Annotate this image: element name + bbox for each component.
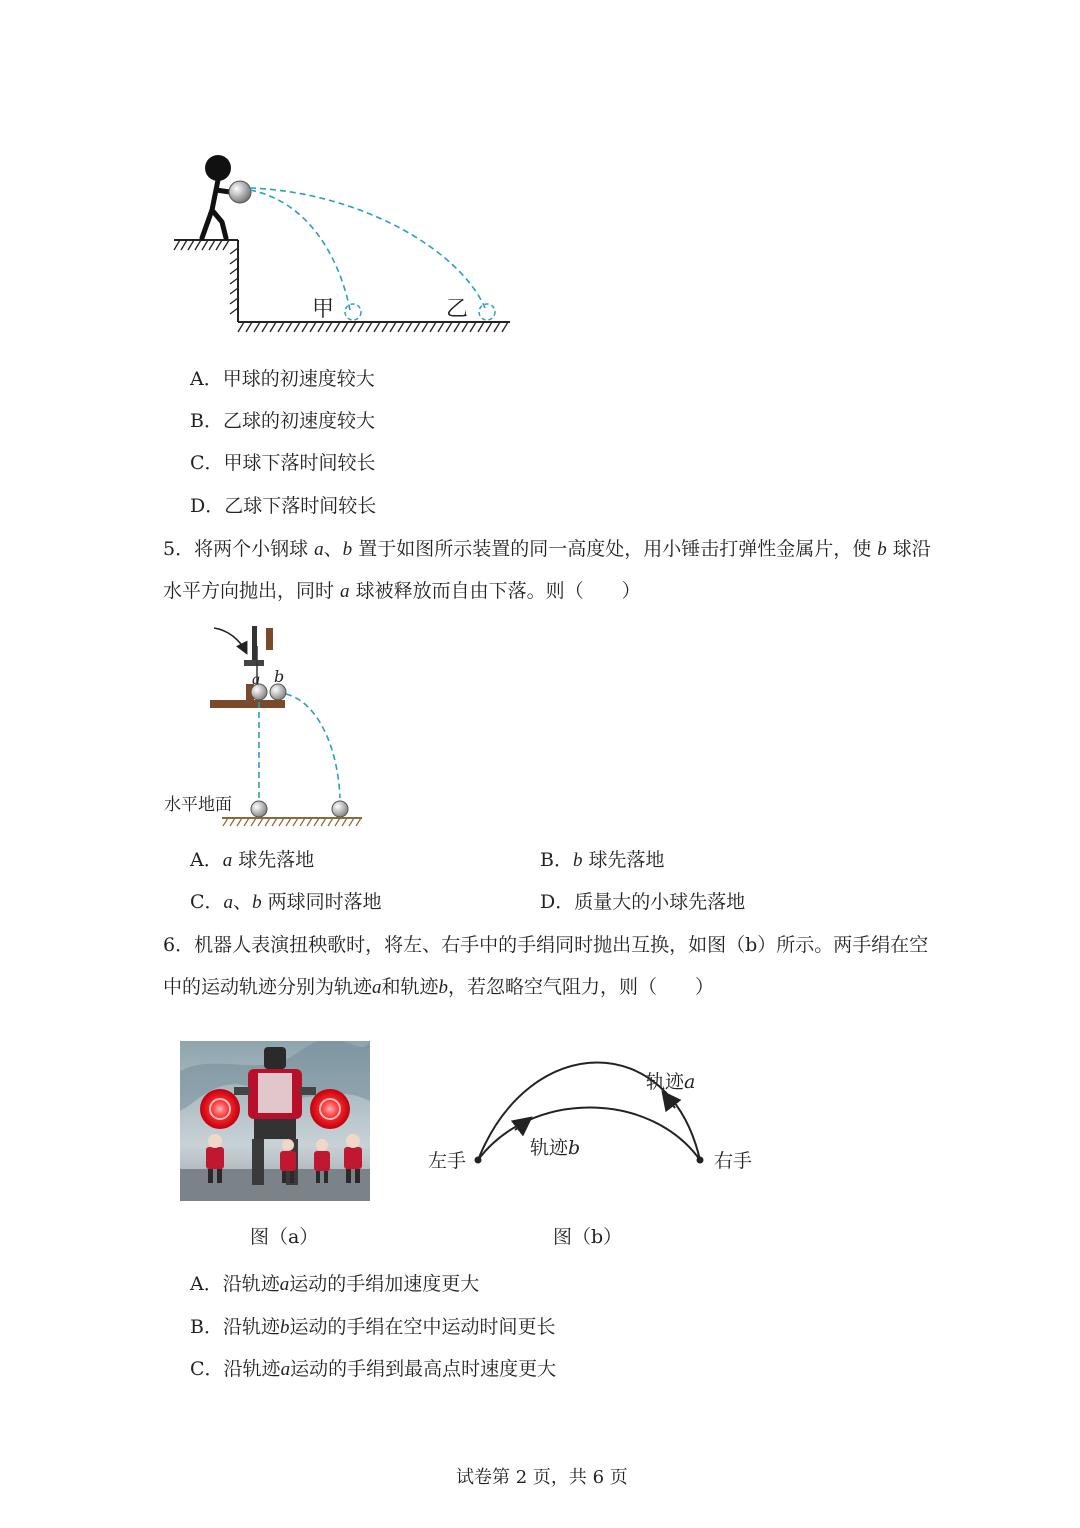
q4-option-d[interactable]: D．乙球下落时间较长: [190, 495, 377, 517]
q4-option-a[interactable]: A．甲球的初速度较大: [190, 368, 375, 390]
q5-option-a[interactable]: A．a 球先落地: [190, 849, 315, 871]
q4-option-c[interactable]: C．甲球下落时间较长: [190, 452, 376, 474]
ground-label: 水平地面: [164, 795, 232, 815]
page-footer: 试卷第 2 页，共 6 页: [456, 1467, 628, 1488]
robot-photo: [180, 1041, 370, 1201]
traj-b-label: 轨迹b: [530, 1137, 581, 1159]
q6-stem-line2: 中的运动轨迹分别为轨迹a和轨迹b，若忽略空气阻力，则（ ）: [163, 976, 715, 998]
q5-stem-line2: 水平方向抛出，同时 a 球被释放而自由下落。则（ ）: [163, 580, 641, 602]
q6-stem-line1: 6．机器人表演扭秧歌时，将左、右手中的手绢同时抛出互换，如图（b）所示。两手绢在空: [163, 934, 929, 956]
q6-option-b[interactable]: B．沿轨迹b运动的手绢在空中运动时间更长: [190, 1316, 556, 1338]
q4-option-b[interactable]: B．乙球的初速度较大: [190, 410, 375, 432]
thrower-figure: [202, 155, 251, 238]
q5-option-c[interactable]: C．a、b 两球同时落地: [190, 891, 382, 913]
caption-figure-a: 图（a）: [250, 1226, 319, 1248]
traj-a-label: 轨迹a: [646, 1071, 696, 1093]
left-hand-label: 左手: [428, 1150, 467, 1172]
right-hand-label: 右手: [714, 1150, 753, 1172]
q6-option-c[interactable]: C．沿轨迹a运动的手绢到最高点时速度更大: [190, 1358, 557, 1380]
trajectory-figure: [420, 1050, 780, 1180]
q5-apparatus-figure: [160, 618, 380, 833]
q5-option-b[interactable]: B．b 球先落地: [540, 849, 665, 871]
label-a: a: [252, 671, 260, 688]
q4-throw-figure: [160, 140, 530, 350]
label-jia: 甲: [312, 297, 335, 322]
q6-option-a[interactable]: A．沿轨迹a运动的手绢加速度更大: [190, 1273, 480, 1295]
q5-stem-line1: 5．将两个小钢球 a、b 置于如图所示装置的同一高度处，用小锤击打弹性金属片，使 b 球沿: [163, 538, 931, 560]
caption-figure-b: 图（b）: [553, 1226, 623, 1248]
q5-option-d[interactable]: D．质量大的小球先落地: [540, 891, 746, 913]
label-b: b: [274, 667, 285, 686]
label-yi: 乙: [446, 297, 469, 322]
